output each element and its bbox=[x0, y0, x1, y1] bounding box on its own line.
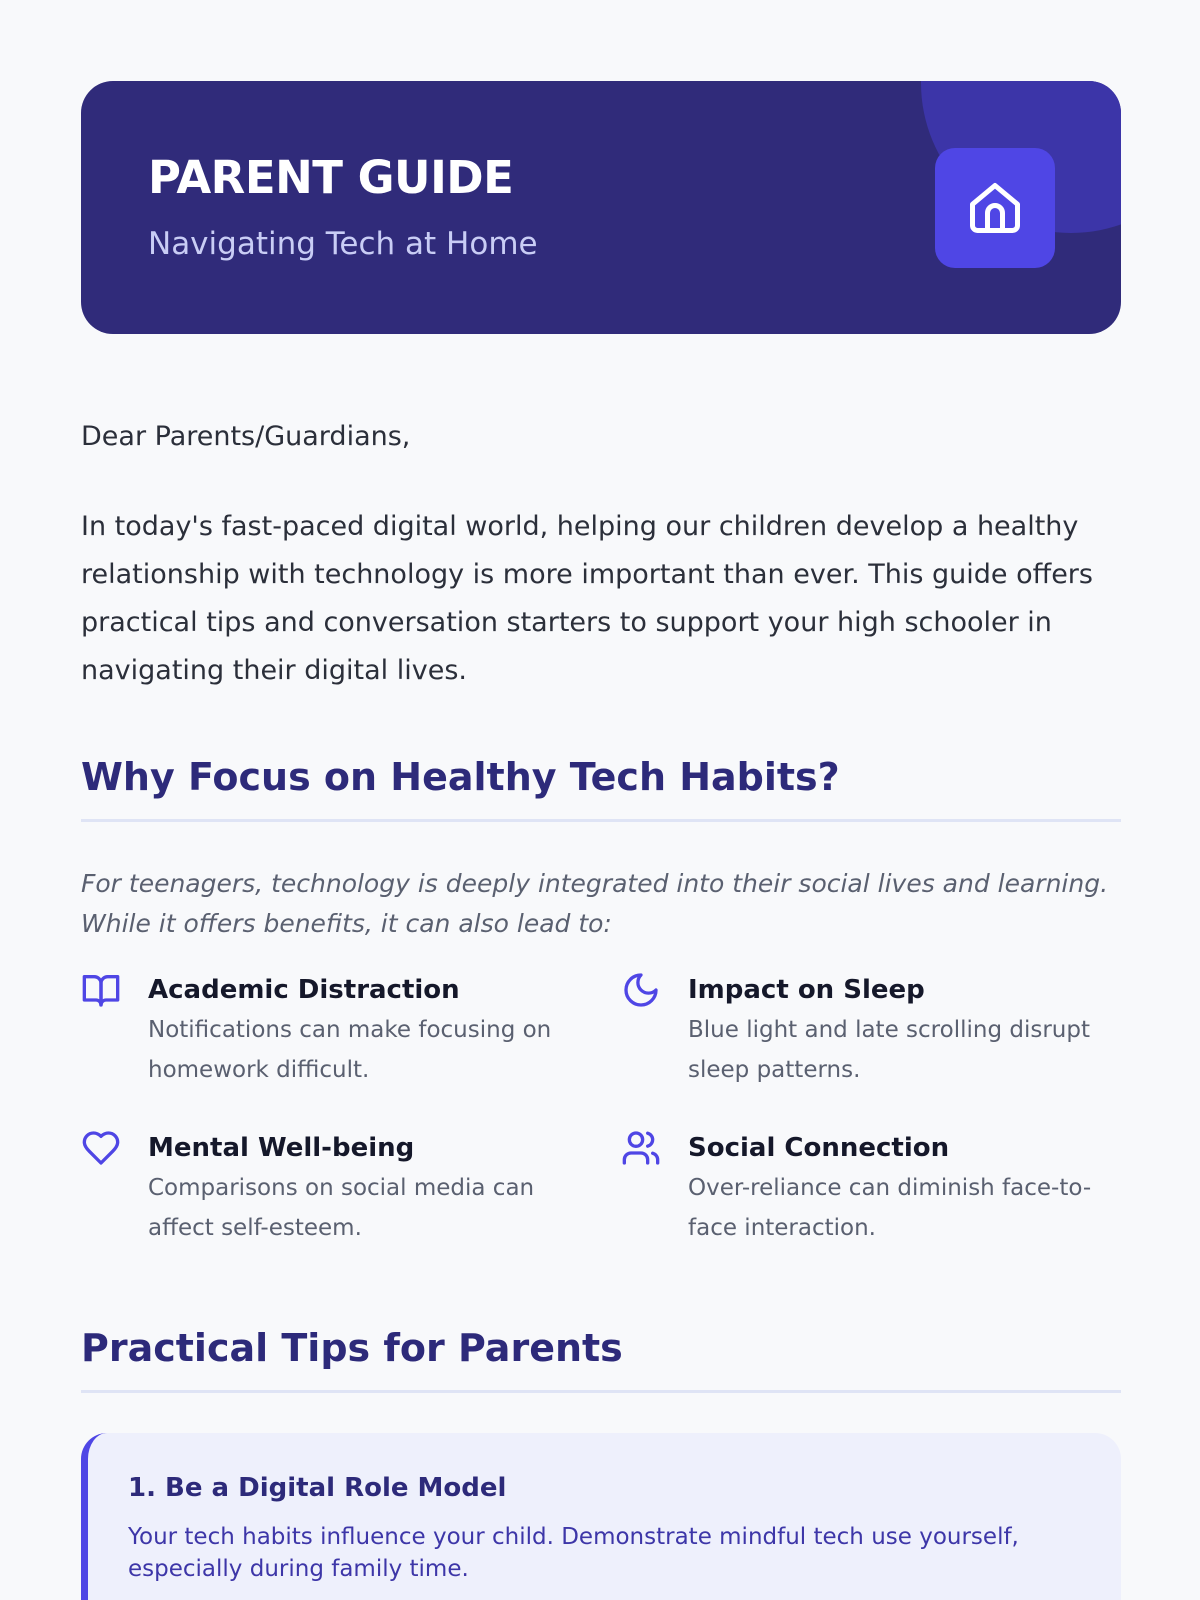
feature-desc: Blue light and late scrolling disrupt sleep patterns. bbox=[688, 1017, 1090, 1083]
greeting: Dear Parents/Guardians, bbox=[81, 421, 411, 452]
tip-card bbox=[81, 1433, 1121, 1600]
header-card bbox=[81, 81, 1121, 334]
header-subtitle: Navigating Tech at Home bbox=[148, 226, 538, 262]
feature-desc: Comparisons on social media can affect self-esteem. bbox=[148, 1175, 535, 1241]
feature-grid bbox=[81, 970, 1121, 1248]
section-lead: For teenagers, technology is deeply integrated into their social lives and learning. While it offers benefits, it can also lead to: bbox=[81, 869, 1109, 938]
feature-item bbox=[81, 970, 621, 1090]
feature-title: Academic Distraction bbox=[148, 975, 460, 1005]
feature-desc: Over-reliance can diminish face-to-face interaction. bbox=[688, 1175, 1092, 1241]
tip-desc: Your tech habits influence your child. Demonstrate mindful tech use yourself, especially during family time. bbox=[128, 1524, 1019, 1582]
book-open-icon bbox=[81, 970, 121, 1010]
feature-desc: Notifications can make focusing on homework difficult. bbox=[148, 1017, 552, 1083]
section-title-tips: Practical Tips for Parents bbox=[81, 1326, 1121, 1393]
feature-title: Mental Well-being bbox=[148, 1133, 415, 1163]
section-title-why: Why Focus on Healthy Tech Habits? bbox=[81, 755, 1121, 822]
feature-title: Social Connection bbox=[688, 1133, 950, 1163]
home-icon bbox=[935, 148, 1055, 268]
intro-paragraph: In today's fast-paced digital world, helping our children develop a healthy relationship with technology is more important than ever. This guide offers practical tips and conversation starters to support your high schooler in navigating their digital lives. bbox=[81, 511, 1093, 686]
moon-icon bbox=[621, 970, 661, 1010]
header-title: PARENT GUIDE bbox=[148, 151, 514, 204]
feature-item bbox=[621, 970, 1121, 1090]
feature-item bbox=[81, 1128, 621, 1248]
heart-icon bbox=[81, 1128, 121, 1168]
users-icon bbox=[621, 1128, 661, 1168]
feature-title: Impact on Sleep bbox=[688, 975, 925, 1005]
feature-item bbox=[621, 1128, 1121, 1248]
tip-title: 1. Be a Digital Role Model bbox=[128, 1473, 507, 1503]
